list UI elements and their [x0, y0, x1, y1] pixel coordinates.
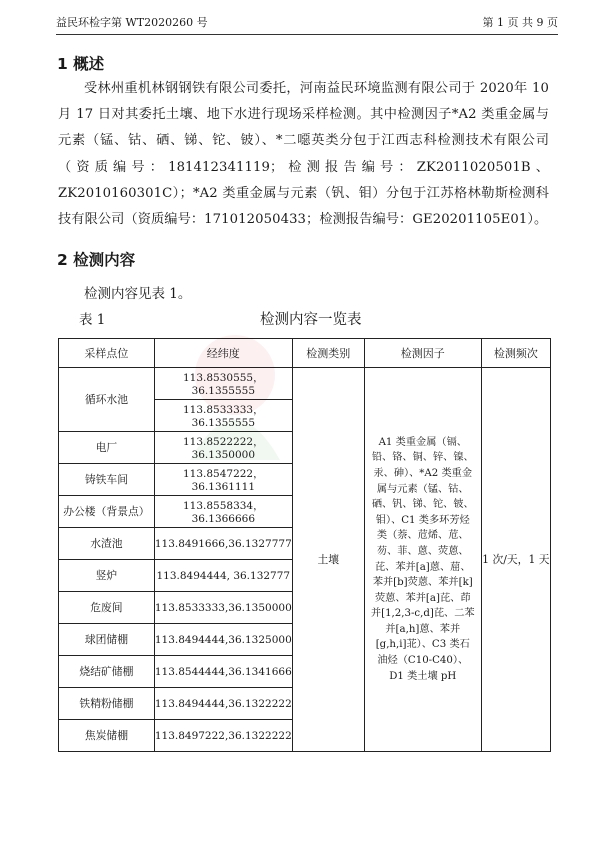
- factors-cell: A1 类重金属（镉、铅、铬、铜、锌、镍、汞、砷）、*A2 类重金属与元素（锰、钴、硒、钒、锑、铊、铍、钼）、C1 类多环芳烃类（萘、苊烯、苊、芴、菲、蒽、荧蒽、芘、苯并[a]蒽、䓛、苯并[b]荧蒽、苯并[k]荧蒽、苯并[a]芘、茚并[1,2,3-c,d]芘、二苯并[a,h]蒽、苯并[g,h,i]苝）、C3 类石油烃（C10-C40）、D1 类土壤 pH: [364, 368, 481, 752]
- page-indicator: 第 1 页 共 9 页: [482, 16, 558, 29]
- header-coordinates: 经纬度: [154, 339, 292, 368]
- header-factors: 检测因子: [364, 339, 481, 368]
- coordinate-cell: 113.8494444,36.1322222: [154, 688, 292, 720]
- coordinate-cell: 113.8491666,36.1327777: [154, 528, 292, 560]
- table-header-row: [59, 339, 551, 368]
- header-frequency: 检测频次: [481, 339, 550, 368]
- location-cell: 电厂: [59, 432, 155, 464]
- location-cell: 球团储棚: [59, 624, 155, 656]
- coordinate-cell: 113.8494444, 36.132777: [154, 560, 292, 592]
- table-row: [59, 368, 551, 400]
- content-paragraph: 检测内容见表 1。: [84, 286, 192, 302]
- header-location: 采样点位: [59, 339, 155, 368]
- category-cell: 土壤: [292, 368, 364, 752]
- location-cell: 竖炉: [59, 560, 155, 592]
- location-cell: 烧结矿储棚: [59, 656, 155, 688]
- coordinate-cell: 113.8533333,36.1350000: [154, 592, 292, 624]
- location-cell: 铸铁车间: [59, 464, 155, 496]
- coordinate-cell: 113.8544444,36.1341666: [154, 656, 292, 688]
- coordinate-cell: 113.8530555，36.1355555: [154, 368, 292, 400]
- location-cell: 铁精粉储棚: [59, 688, 155, 720]
- page-header: [56, 14, 558, 35]
- table-label: 表 1: [79, 312, 106, 328]
- location-cell: 办公楼（背景点）: [59, 496, 155, 528]
- overview-paragraph: 受林州重机林钢钢铁有限公司委托，河南益民环境监测有限公司于 2020年 10 月 17 日对其委托土壤、地下水进行现场采样检测。其中检测因子*A2 类重金属与元素（锰、钴、硒、锑、铊、铍）、*二噁英类分包于江西志科检测技术有限公司（资质编号：181412341119；检测报告编号：ZK2011020501B、ZK2010160301C）；*A2 类重金属与元素（钒、钼）分包于江苏格林勒斯检测科技有限公司（资质编号：171012050433；检测报告编号：GE20201105E01）。: [58, 81, 549, 228]
- table-title: 检测内容一览表: [260, 312, 362, 328]
- header-category: 检测类别: [292, 339, 364, 368]
- frequency-cell: 1 次/天，1 天: [481, 368, 550, 752]
- section-1-title: 1 概述: [57, 55, 105, 73]
- coordinate-cell: 113.8558334，36.1366666: [154, 496, 292, 528]
- document-number: 益民环检字第 WT2020260 号: [56, 16, 208, 29]
- coordinate-cell: 113.8497222,36.1322222: [154, 720, 292, 752]
- section-2-title: 2 检测内容: [57, 251, 136, 269]
- location-cell: 循环水池: [59, 368, 155, 432]
- coordinate-cell: 113.8547222，36.1361111: [154, 464, 292, 496]
- coordinate-cell: 113.8522222，36.1350000: [154, 432, 292, 464]
- coordinate-cell: 113.8494444,36.1325000: [154, 624, 292, 656]
- location-cell: 水渣池: [59, 528, 155, 560]
- location-cell: 焦炭储棚: [59, 720, 155, 752]
- location-cell: 危废间: [59, 592, 155, 624]
- coordinate-cell: 113.8533333，36.1355555: [154, 400, 292, 432]
- detection-content-table: [58, 338, 551, 752]
